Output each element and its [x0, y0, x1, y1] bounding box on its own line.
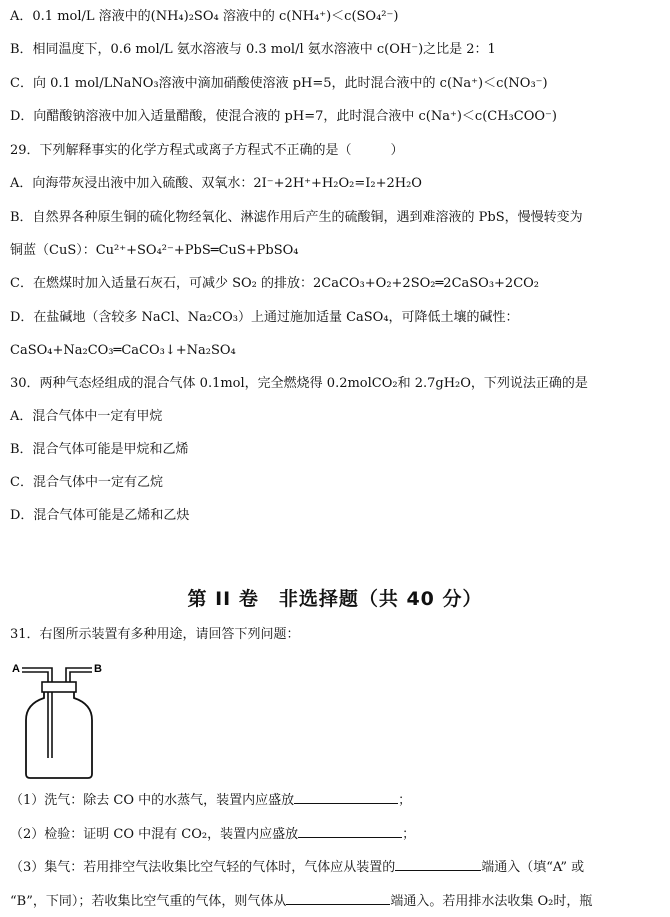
q31-part3-end-b: 端通入。若用排水法收集 O₂时，瓶 — [390, 894, 593, 909]
q31-part1 — [10, 790, 411, 810]
answer-blank-2[interactable] — [298, 824, 402, 838]
q31-part1-text: （1）洗气：除去 CO 中的水蒸气，装置内应盛放 — [10, 793, 295, 808]
option-29c: C．在燃煤时加入适量石灰石，可减少 SO₂ 的排放：2CaCO₃+O₂+2SO₂═2CaSO₃+2CO₂ — [10, 276, 540, 291]
question-31-stem: 31．右图所示装置有多种用途，请回答下列问题： — [10, 627, 300, 642]
q31-part3-line2 — [10, 891, 592, 911]
q31-part3-text-a: （3）集气：若用排空气法收集比空气轻的气体时，气体应从装置的 — [10, 860, 396, 875]
section-title: 第 II 卷 非选择题（共 40 分） — [187, 588, 483, 610]
question-30-stem: 30．两种气态烃组成的混合气体 0.1mol，完全燃烧得 0.2molCO₂和 2.7gH₂O，下列说法正确的是 — [10, 376, 588, 391]
option-28c: C．向 0.1 mol/LNaNO₃溶液中滴加硝酸使溶液 pH=5，此时混合液中的 c(Na⁺)＜c(NO₃⁻) — [10, 76, 548, 91]
stopper — [42, 682, 76, 692]
q31-part3-text-b: “B”，下同）；若收集比空气重的气体，则气体从 — [10, 894, 287, 909]
q31-part1-end: ； — [398, 793, 412, 808]
option-29b-line2: 铜蓝（CuS）：Cu²⁺+SO₄²⁻+PbS═CuS+PbSO₄ — [10, 243, 299, 258]
q31-part2-text: （2）检验：证明 CO 中混有 CO₂，装置内应盛放 — [10, 827, 299, 842]
gas-washing-bottle-diagram — [10, 658, 120, 783]
bottle — [26, 692, 92, 778]
option-29b-line1: B．自然界各种原生铜的硫化物经氧化、淋滤作用后产生的硫酸铜，遇到难溶液的 PbS，慢慢转变为 — [10, 210, 583, 225]
option-28b: B．相同温度下，0.6 mol/L 氨水溶液与 0.3 mol/l 氨水溶液中 c(OH⁻)之比是 2：1 — [10, 42, 496, 57]
answer-blank-4[interactable] — [286, 891, 390, 905]
option-29d-line2: CaSO₄+Na₂CO₃═CaCO₃↓+Na₂SO₄ — [10, 343, 236, 358]
option-30a: A．混合气体中一定有甲烷 — [10, 409, 163, 424]
option-30c: C．混合气体中一定有乙烷 — [10, 475, 163, 490]
option-29a: A．向海带灰浸出液中加入硫酸、双氧水：2I⁻+2H⁺+H₂O₂=I₂+2H₂O — [10, 176, 422, 191]
option-28d: D．向醋酸钠溶液中加入适量醋酸，使混合液的 pH=7，此时混合液中 c(Na⁺)＜c(CH₃COO⁻) — [10, 109, 557, 124]
q31-part2 — [10, 824, 415, 844]
question-29-stem: 29．下列解释事实的化学方程式或离子方程式不正确的是（ ） — [10, 143, 404, 158]
option-30d: D．混合气体可能是乙烯和乙炔 — [10, 508, 190, 523]
answer-blank-1[interactable] — [294, 790, 398, 804]
label-a: A — [12, 663, 20, 675]
q31-part3-end-a: 端通入（填“A” 或 — [481, 860, 585, 875]
q31-part2-end: ； — [402, 827, 416, 842]
label-b: B — [94, 663, 102, 675]
option-30b: B．混合气体可能是甲烷和乙烯 — [10, 442, 189, 457]
answer-blank-3[interactable] — [395, 857, 481, 871]
q31-part3-line1 — [10, 857, 584, 877]
option-28a: A．0.1 mol/L 溶液中的(NH₄)₂SO₄ 溶液中的 c(NH₄⁺)＜c(SO₄²⁻) — [10, 9, 399, 24]
option-29d-line1: D．在盐碱地（含较多 NaCl、Na₂CO₃）上通过施加适量 CaSO₄，可降低土壤的碱性： — [10, 310, 519, 325]
